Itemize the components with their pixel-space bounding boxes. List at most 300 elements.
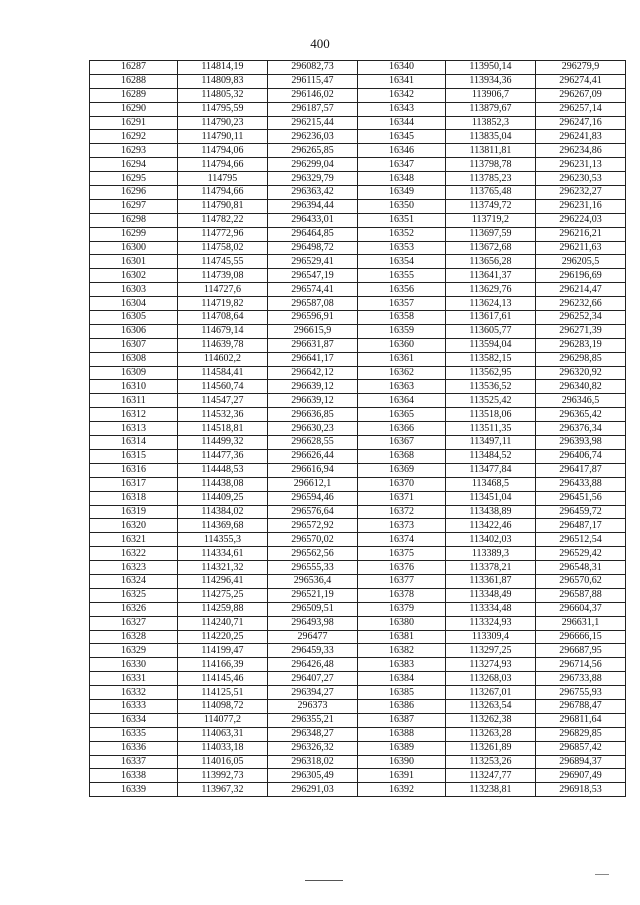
table-row — [90, 519, 626, 533]
x-coordinate-cell: 113582,15 — [446, 352, 536, 366]
y-coordinate-cell: 296215,44 — [268, 116, 358, 130]
x-coordinate-cell: 113624,13 — [446, 297, 536, 311]
x-coordinate-cell: 114220,25 — [178, 630, 268, 644]
y-coordinate-cell: 296271,39 — [536, 324, 626, 338]
x-coordinate-cell: 114438,08 — [178, 477, 268, 491]
y-coordinate-cell: 296459,72 — [536, 505, 626, 519]
x-coordinate-cell: 113438,89 — [446, 505, 536, 519]
x-coordinate-cell: 114145,46 — [178, 672, 268, 686]
x-coordinate-cell: 113361,87 — [446, 574, 536, 588]
x-coordinate-cell: 113263,54 — [446, 699, 536, 713]
table-row — [90, 727, 626, 741]
x-coordinate-cell: 114794,66 — [178, 186, 268, 200]
point-number-cell: 16332 — [90, 686, 178, 700]
x-coordinate-cell: 113672,68 — [446, 241, 536, 255]
point-number-cell: 16365 — [358, 408, 446, 422]
x-coordinate-cell: 113297,25 — [446, 644, 536, 658]
point-number-cell: 16323 — [90, 561, 178, 575]
y-coordinate-cell: 296298,85 — [536, 352, 626, 366]
y-coordinate-cell: 296615,9 — [268, 324, 358, 338]
x-coordinate-cell: 113261,89 — [446, 741, 536, 755]
y-coordinate-cell: 296406,74 — [536, 449, 626, 463]
point-number-cell: 16302 — [90, 269, 178, 283]
point-number-cell: 16373 — [358, 519, 446, 533]
point-number-cell: 16363 — [358, 380, 446, 394]
x-coordinate-cell: 113268,03 — [446, 672, 536, 686]
point-number-cell: 16355 — [358, 269, 446, 283]
x-coordinate-cell: 113451,04 — [446, 491, 536, 505]
y-coordinate-cell: 296548,31 — [536, 561, 626, 575]
y-coordinate-cell: 296636,85 — [268, 408, 358, 422]
point-number-cell: 16351 — [358, 213, 446, 227]
y-coordinate-cell: 296187,57 — [268, 102, 358, 116]
point-number-cell: 16371 — [358, 491, 446, 505]
y-coordinate-cell: 296572,92 — [268, 519, 358, 533]
y-coordinate-cell: 296394,44 — [268, 199, 358, 213]
point-number-cell: 16294 — [90, 158, 178, 172]
x-coordinate-cell: 113422,46 — [446, 519, 536, 533]
point-number-cell: 16327 — [90, 616, 178, 630]
coordinates-table — [89, 60, 626, 797]
y-coordinate-cell: 296433,01 — [268, 213, 358, 227]
y-coordinate-cell: 296587,08 — [268, 297, 358, 311]
x-coordinate-cell: 113697,59 — [446, 227, 536, 241]
point-number-cell: 16360 — [358, 338, 446, 352]
y-coordinate-cell: 296318,02 — [268, 755, 358, 769]
point-number-cell: 16293 — [90, 144, 178, 158]
y-coordinate-cell: 296918,53 — [536, 783, 626, 797]
y-coordinate-cell: 296115,47 — [268, 74, 358, 88]
y-coordinate-cell: 296907,49 — [536, 769, 626, 783]
y-coordinate-cell: 296562,56 — [268, 547, 358, 561]
point-number-cell: 16390 — [358, 755, 446, 769]
point-number-cell: 16303 — [90, 283, 178, 297]
point-number-cell: 16375 — [358, 547, 446, 561]
y-coordinate-cell: 296604,37 — [536, 602, 626, 616]
x-coordinate-cell: 113594,04 — [446, 338, 536, 352]
x-coordinate-cell: 113267,01 — [446, 686, 536, 700]
y-coordinate-cell: 296857,42 — [536, 741, 626, 755]
table-row — [90, 755, 626, 769]
x-coordinate-cell: 113348,49 — [446, 588, 536, 602]
x-coordinate-cell: 114708,64 — [178, 311, 268, 325]
y-coordinate-cell: 296394,27 — [268, 686, 358, 700]
table-row — [90, 561, 626, 575]
page-number: 400 — [310, 36, 330, 51]
y-coordinate-cell: 296373 — [268, 699, 358, 713]
y-coordinate-cell: 296231,13 — [536, 158, 626, 172]
point-number-cell: 16337 — [90, 755, 178, 769]
x-coordinate-cell: 114355,3 — [178, 533, 268, 547]
point-number-cell: 16382 — [358, 644, 446, 658]
point-number-cell: 16304 — [90, 297, 178, 311]
x-coordinate-cell: 114794,06 — [178, 144, 268, 158]
point-number-cell: 16299 — [90, 227, 178, 241]
y-coordinate-cell: 296628,55 — [268, 436, 358, 450]
point-number-cell: 16300 — [90, 241, 178, 255]
point-number-cell: 16380 — [358, 616, 446, 630]
x-coordinate-cell: 113835,04 — [446, 130, 536, 144]
y-coordinate-cell: 296196,69 — [536, 269, 626, 283]
x-coordinate-cell: 113536,52 — [446, 380, 536, 394]
x-coordinate-cell: 113934,36 — [446, 74, 536, 88]
x-coordinate-cell: 113247,77 — [446, 769, 536, 783]
table-row — [90, 783, 626, 797]
table-row — [90, 283, 626, 297]
x-coordinate-cell: 114809,83 — [178, 74, 268, 88]
point-number-cell: 16319 — [90, 505, 178, 519]
x-coordinate-cell: 114098,72 — [178, 699, 268, 713]
y-coordinate-cell: 296232,27 — [536, 186, 626, 200]
y-coordinate-cell: 296529,41 — [268, 255, 358, 269]
table-row — [90, 616, 626, 630]
y-coordinate-cell: 296594,46 — [268, 491, 358, 505]
y-coordinate-cell: 296365,42 — [536, 408, 626, 422]
y-coordinate-cell: 296279,9 — [536, 61, 626, 75]
table-row — [90, 158, 626, 172]
x-coordinate-cell: 113811,81 — [446, 144, 536, 158]
point-number-cell: 16309 — [90, 366, 178, 380]
point-number-cell: 16316 — [90, 463, 178, 477]
point-number-cell: 16336 — [90, 741, 178, 755]
point-number-cell: 16357 — [358, 297, 446, 311]
x-coordinate-cell: 113879,67 — [446, 102, 536, 116]
x-coordinate-cell: 114739,08 — [178, 269, 268, 283]
x-coordinate-cell: 114016,05 — [178, 755, 268, 769]
y-coordinate-cell: 296232,66 — [536, 297, 626, 311]
y-coordinate-cell: 296512,54 — [536, 533, 626, 547]
y-coordinate-cell: 296755,93 — [536, 686, 626, 700]
point-number-cell: 16349 — [358, 186, 446, 200]
x-coordinate-cell: 114518,81 — [178, 422, 268, 436]
point-number-cell: 16298 — [90, 213, 178, 227]
table-row — [90, 699, 626, 713]
x-coordinate-cell: 114814,19 — [178, 61, 268, 75]
table-row — [90, 394, 626, 408]
y-coordinate-cell: 296320,92 — [536, 366, 626, 380]
y-coordinate-cell: 296477 — [268, 630, 358, 644]
x-coordinate-cell: 113378,21 — [446, 561, 536, 575]
point-number-cell: 16320 — [90, 519, 178, 533]
point-number-cell: 16331 — [90, 672, 178, 686]
x-coordinate-cell: 113992,73 — [178, 769, 268, 783]
x-coordinate-cell: 113656,28 — [446, 255, 536, 269]
x-coordinate-cell: 113785,23 — [446, 172, 536, 186]
table-row — [90, 769, 626, 783]
x-coordinate-cell: 113389,3 — [446, 547, 536, 561]
x-coordinate-cell: 114727,6 — [178, 283, 268, 297]
point-number-cell: 16354 — [358, 255, 446, 269]
x-coordinate-cell: 114532,36 — [178, 408, 268, 422]
x-coordinate-cell: 114296,41 — [178, 574, 268, 588]
x-coordinate-cell: 113497,11 — [446, 436, 536, 450]
y-coordinate-cell: 296426,48 — [268, 658, 358, 672]
x-coordinate-cell: 114240,71 — [178, 616, 268, 630]
x-coordinate-cell: 114499,32 — [178, 436, 268, 450]
y-coordinate-cell: 296487,17 — [536, 519, 626, 533]
y-coordinate-cell: 296267,09 — [536, 88, 626, 102]
point-number-cell: 16348 — [358, 172, 446, 186]
x-coordinate-cell: 114782,22 — [178, 213, 268, 227]
table-row — [90, 574, 626, 588]
x-coordinate-cell: 114795 — [178, 172, 268, 186]
y-coordinate-cell: 296340,82 — [536, 380, 626, 394]
y-coordinate-cell: 296596,91 — [268, 311, 358, 325]
y-coordinate-cell: 296666,15 — [536, 630, 626, 644]
table-row — [90, 186, 626, 200]
y-coordinate-cell: 296346,5 — [536, 394, 626, 408]
table-row — [90, 449, 626, 463]
y-coordinate-cell: 296211,63 — [536, 241, 626, 255]
table-row — [90, 130, 626, 144]
table-row — [90, 602, 626, 616]
y-coordinate-cell: 296626,44 — [268, 449, 358, 463]
table-row — [90, 102, 626, 116]
y-coordinate-cell: 296376,34 — [536, 422, 626, 436]
point-number-cell: 16313 — [90, 422, 178, 436]
point-number-cell: 16364 — [358, 394, 446, 408]
point-number-cell: 16384 — [358, 672, 446, 686]
point-number-cell: 16341 — [358, 74, 446, 88]
x-coordinate-cell: 114795,59 — [178, 102, 268, 116]
point-number-cell: 16383 — [358, 658, 446, 672]
point-number-cell: 16295 — [90, 172, 178, 186]
x-coordinate-cell: 114321,32 — [178, 561, 268, 575]
x-coordinate-cell: 114745,55 — [178, 255, 268, 269]
point-number-cell: 16381 — [358, 630, 446, 644]
y-coordinate-cell: 296283,19 — [536, 338, 626, 352]
x-coordinate-cell: 113402,03 — [446, 533, 536, 547]
point-number-cell: 16345 — [358, 130, 446, 144]
point-number-cell: 16307 — [90, 338, 178, 352]
y-coordinate-cell: 296612,1 — [268, 477, 358, 491]
y-coordinate-cell: 296642,12 — [268, 366, 358, 380]
y-coordinate-cell: 296631,87 — [268, 338, 358, 352]
y-coordinate-cell: 296247,16 — [536, 116, 626, 130]
x-coordinate-cell: 113605,77 — [446, 324, 536, 338]
point-number-cell: 16369 — [358, 463, 446, 477]
table-row — [90, 547, 626, 561]
y-coordinate-cell: 296230,53 — [536, 172, 626, 186]
point-number-cell: 16368 — [358, 449, 446, 463]
point-number-cell: 16374 — [358, 533, 446, 547]
x-coordinate-cell: 114384,02 — [178, 505, 268, 519]
y-coordinate-cell: 296355,21 — [268, 713, 358, 727]
table-row — [90, 533, 626, 547]
y-coordinate-cell: 296363,42 — [268, 186, 358, 200]
x-coordinate-cell: 114560,74 — [178, 380, 268, 394]
x-coordinate-cell: 114772,96 — [178, 227, 268, 241]
y-coordinate-cell: 296639,12 — [268, 394, 358, 408]
point-number-cell: 16338 — [90, 769, 178, 783]
point-number-cell: 16335 — [90, 727, 178, 741]
point-number-cell: 16350 — [358, 199, 446, 213]
point-number-cell: 16315 — [90, 449, 178, 463]
table-row — [90, 505, 626, 519]
x-coordinate-cell: 113477,84 — [446, 463, 536, 477]
y-coordinate-cell: 296631,1 — [536, 616, 626, 630]
y-coordinate-cell: 296464,85 — [268, 227, 358, 241]
y-coordinate-cell: 296536,4 — [268, 574, 358, 588]
x-coordinate-cell: 114639,78 — [178, 338, 268, 352]
point-number-cell: 16344 — [358, 116, 446, 130]
point-number-cell: 16339 — [90, 783, 178, 797]
x-coordinate-cell: 113309,4 — [446, 630, 536, 644]
table-row — [90, 352, 626, 366]
table-row — [90, 269, 626, 283]
point-number-cell: 16389 — [358, 741, 446, 755]
table-row — [90, 630, 626, 644]
x-coordinate-cell: 114679,14 — [178, 324, 268, 338]
point-number-cell: 16361 — [358, 352, 446, 366]
table-row — [90, 297, 626, 311]
y-coordinate-cell: 296236,03 — [268, 130, 358, 144]
point-number-cell: 16329 — [90, 644, 178, 658]
point-number-cell: 16377 — [358, 574, 446, 588]
footer-rule — [305, 880, 343, 881]
point-number-cell: 16376 — [358, 561, 446, 575]
point-number-cell: 16358 — [358, 311, 446, 325]
x-coordinate-cell: 114719,82 — [178, 297, 268, 311]
y-coordinate-cell: 296291,03 — [268, 783, 358, 797]
point-number-cell: 16288 — [90, 74, 178, 88]
point-number-cell: 16308 — [90, 352, 178, 366]
y-coordinate-cell: 296829,85 — [536, 727, 626, 741]
y-coordinate-cell: 296687,95 — [536, 644, 626, 658]
x-coordinate-cell: 114448,53 — [178, 463, 268, 477]
point-number-cell: 16305 — [90, 311, 178, 325]
y-coordinate-cell: 296417,87 — [536, 463, 626, 477]
table-row — [90, 172, 626, 186]
point-number-cell: 16296 — [90, 186, 178, 200]
y-coordinate-cell: 296234,86 — [536, 144, 626, 158]
x-coordinate-cell: 113324,93 — [446, 616, 536, 630]
point-number-cell: 16326 — [90, 602, 178, 616]
point-number-cell: 16359 — [358, 324, 446, 338]
y-coordinate-cell: 296216,21 — [536, 227, 626, 241]
point-number-cell: 16306 — [90, 324, 178, 338]
y-coordinate-cell: 296305,49 — [268, 769, 358, 783]
table-row — [90, 74, 626, 88]
y-coordinate-cell: 296241,83 — [536, 130, 626, 144]
point-number-cell: 16289 — [90, 88, 178, 102]
y-coordinate-cell: 296265,85 — [268, 144, 358, 158]
point-number-cell: 16391 — [358, 769, 446, 783]
table-row — [90, 644, 626, 658]
x-coordinate-cell: 113511,35 — [446, 422, 536, 436]
y-coordinate-cell: 296639,12 — [268, 380, 358, 394]
y-coordinate-cell: 296498,72 — [268, 241, 358, 255]
x-coordinate-cell: 113334,48 — [446, 602, 536, 616]
y-coordinate-cell: 296570,02 — [268, 533, 358, 547]
y-coordinate-cell: 296451,56 — [536, 491, 626, 505]
table-row — [90, 255, 626, 269]
table-row — [90, 658, 626, 672]
point-number-cell: 16310 — [90, 380, 178, 394]
point-number-cell: 16290 — [90, 102, 178, 116]
y-coordinate-cell: 296509,51 — [268, 602, 358, 616]
y-coordinate-cell: 296894,37 — [536, 755, 626, 769]
y-coordinate-cell: 296714,56 — [536, 658, 626, 672]
y-coordinate-cell: 296214,47 — [536, 283, 626, 297]
point-number-cell: 16297 — [90, 199, 178, 213]
point-number-cell: 16356 — [358, 283, 446, 297]
y-coordinate-cell: 296630,23 — [268, 422, 358, 436]
point-number-cell: 16362 — [358, 366, 446, 380]
point-number-cell: 16324 — [90, 574, 178, 588]
point-number-cell: 16317 — [90, 477, 178, 491]
point-number-cell: 16312 — [90, 408, 178, 422]
table-row — [90, 408, 626, 422]
point-number-cell: 16353 — [358, 241, 446, 255]
point-number-cell: 16287 — [90, 61, 178, 75]
y-coordinate-cell: 296587,88 — [536, 588, 626, 602]
point-number-cell: 16388 — [358, 727, 446, 741]
x-coordinate-cell: 114275,25 — [178, 588, 268, 602]
x-coordinate-cell: 114477,36 — [178, 449, 268, 463]
point-number-cell: 16292 — [90, 130, 178, 144]
x-coordinate-cell: 114794,66 — [178, 158, 268, 172]
point-number-cell: 16372 — [358, 505, 446, 519]
x-coordinate-cell: 113238,81 — [446, 783, 536, 797]
point-number-cell: 16333 — [90, 699, 178, 713]
x-coordinate-cell: 113484,52 — [446, 449, 536, 463]
x-coordinate-cell: 114259,88 — [178, 602, 268, 616]
point-number-cell: 16343 — [358, 102, 446, 116]
x-coordinate-cell: 113967,32 — [178, 783, 268, 797]
x-coordinate-cell: 114199,47 — [178, 644, 268, 658]
x-coordinate-cell: 114602,2 — [178, 352, 268, 366]
point-number-cell: 16318 — [90, 491, 178, 505]
y-coordinate-cell: 296407,27 — [268, 672, 358, 686]
point-number-cell: 16311 — [90, 394, 178, 408]
y-coordinate-cell: 296529,42 — [536, 547, 626, 561]
x-coordinate-cell: 114125,51 — [178, 686, 268, 700]
table-row — [90, 227, 626, 241]
point-number-cell: 16386 — [358, 699, 446, 713]
y-coordinate-cell: 296616,94 — [268, 463, 358, 477]
table-row — [90, 491, 626, 505]
x-coordinate-cell: 113518,06 — [446, 408, 536, 422]
coordinates-table-body — [90, 61, 626, 797]
table-row — [90, 422, 626, 436]
x-coordinate-cell: 114547,27 — [178, 394, 268, 408]
y-coordinate-cell: 296326,32 — [268, 741, 358, 755]
y-coordinate-cell: 296433,88 — [536, 477, 626, 491]
x-coordinate-cell: 114063,31 — [178, 727, 268, 741]
x-coordinate-cell: 113617,61 — [446, 311, 536, 325]
table-row — [90, 588, 626, 602]
x-coordinate-cell: 114369,68 — [178, 519, 268, 533]
table-row — [90, 116, 626, 130]
point-number-cell: 16367 — [358, 436, 446, 450]
y-coordinate-cell: 296570,62 — [536, 574, 626, 588]
y-coordinate-cell: 296205,5 — [536, 255, 626, 269]
table-row — [90, 477, 626, 491]
x-coordinate-cell: 113263,28 — [446, 727, 536, 741]
point-number-cell: 16352 — [358, 227, 446, 241]
x-coordinate-cell: 113641,37 — [446, 269, 536, 283]
x-coordinate-cell: 114409,25 — [178, 491, 268, 505]
point-number-cell: 16314 — [90, 436, 178, 450]
point-number-cell: 16378 — [358, 588, 446, 602]
y-coordinate-cell: 296231,16 — [536, 199, 626, 213]
point-number-cell: 16321 — [90, 533, 178, 547]
y-coordinate-cell: 296082,73 — [268, 61, 358, 75]
y-coordinate-cell: 296348,27 — [268, 727, 358, 741]
y-coordinate-cell: 296329,79 — [268, 172, 358, 186]
x-coordinate-cell: 113562,95 — [446, 366, 536, 380]
